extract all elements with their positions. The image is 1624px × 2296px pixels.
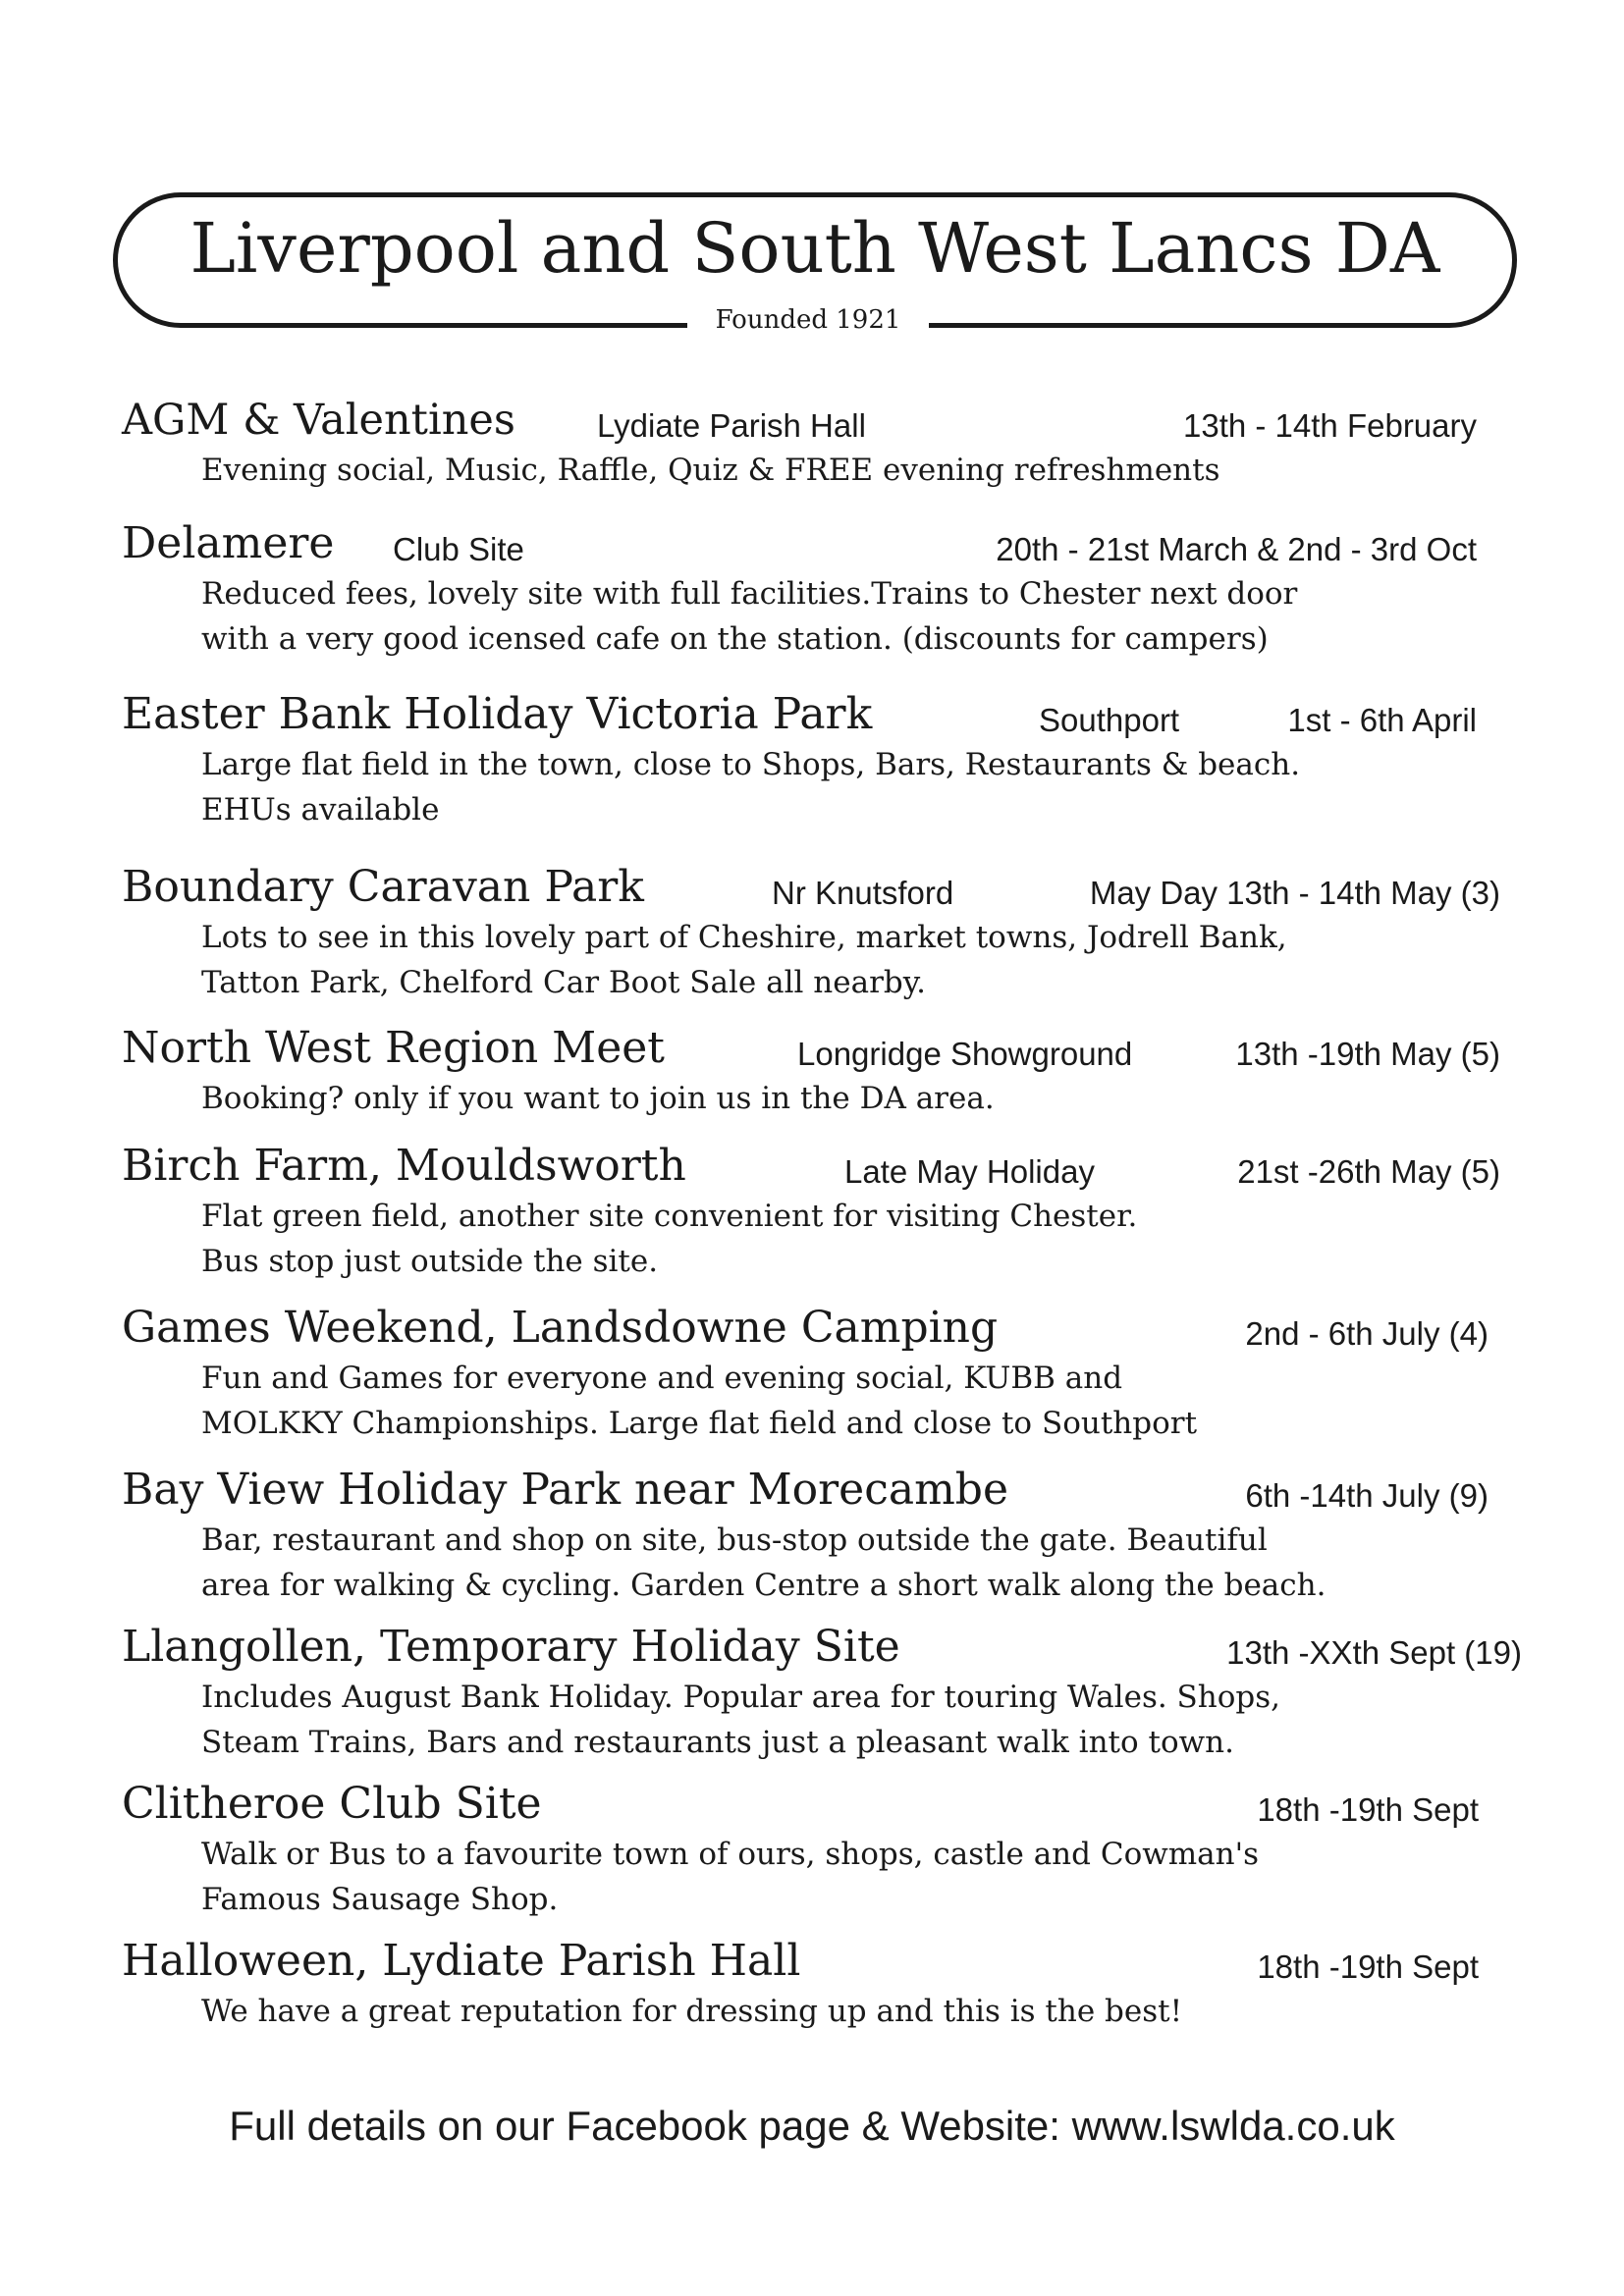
event-title: Llangollen, Temporary Holiday Site — [122, 1622, 900, 1672]
event-title: Boundary Caravan Park — [122, 862, 644, 912]
event-description-line: EHUs available — [201, 792, 440, 828]
event-description-line: Steam Trains, Bars and restaurants just a pleasant walk into town. — [201, 1725, 1234, 1760]
footer-text: Full details on our Facebook page & Website: www.lswlda.co.uk — [229, 2103, 1395, 2149]
event-description-line: Reduced fees, lovely site with full facilities.Trains to Chester next door — [201, 576, 1298, 612]
event-description-line: Bus stop just outside the site. — [201, 1244, 659, 1279]
event-date: 6th -14th July (9) — [1245, 1477, 1489, 1514]
event-description-line: Large flat field in the town, close to Shops, Bars, Restaurants & beach. — [201, 747, 1301, 782]
event-date: 18th -19th Sept — [1257, 1949, 1479, 1985]
event-location: Longridge Showground — [797, 1036, 1133, 1072]
event-date: 18th -19th Sept — [1257, 1791, 1479, 1828]
page-title: Liverpool and South West Lancs DA — [189, 208, 1440, 289]
event-date: 13th -19th May (5) — [1235, 1036, 1500, 1072]
event-description-line: Famous Sausage Shop. — [201, 1882, 559, 1917]
event-title: Games Weekend, Landsdowne Camping — [122, 1303, 999, 1353]
event-description-line: Fun and Games for everyone and evening social, KUBB and — [201, 1361, 1123, 1396]
event-description-line: Lots to see in this lovely part of Cheshire, market towns, Jodrell Bank, — [201, 920, 1287, 955]
event-description-line: Evening social, Music, Raffle, Quiz & FREE evening refreshments — [201, 453, 1220, 488]
event-location: Late May Holiday — [844, 1153, 1095, 1190]
event-description-line: Includes August Bank Holiday. Popular area for touring Wales. Shops, — [201, 1680, 1281, 1715]
event-description — [201, 1832, 1259, 1922]
event-title: Birch Farm, Mouldsworth — [122, 1141, 686, 1191]
event-title: Easter Bank Holiday Victoria Park — [122, 689, 873, 739]
event-location: Nr Knutsford — [772, 875, 954, 911]
event-description-line: area for walking & cycling. Garden Centre a short walk along the beach. — [201, 1568, 1326, 1603]
event-description-line: Walk or Bus to a favourite town of ours, shops, castle and Cowman's — [201, 1837, 1260, 1872]
event-title: Halloween, Lydiate Parish Hall — [122, 1936, 801, 1986]
event-title: Clitheroe Club Site — [122, 1779, 542, 1829]
event-description-line: Flat green field, another site convenient for visiting Chester. — [201, 1199, 1138, 1234]
event-description — [201, 1194, 1137, 1284]
event-description — [201, 742, 1300, 832]
event-location: Lydiate Parish Hall — [597, 407, 866, 444]
event-description — [201, 1076, 995, 1121]
founded-label: Founded 1921 — [687, 298, 929, 344]
event-description-line: MOLKKY Championships. Large flat field and close to Southport — [201, 1406, 1198, 1441]
event-description — [201, 1989, 1182, 2034]
event-date: May Day 13th - 14th May (3) — [1089, 875, 1500, 911]
event-location: Southport — [1039, 702, 1180, 738]
event-description-line: We have a great reputation for dressing up and this is the best! — [201, 1994, 1183, 2029]
event-title: Delamere — [122, 518, 335, 568]
event-description-line: Tatton Park, Chelford Car Boot Sale all nearby. — [201, 965, 927, 1000]
event-description — [201, 1675, 1280, 1765]
event-title: AGM & Valentines — [122, 396, 515, 445]
event-description-line: Booking? only if you want to join us in the DA area. — [201, 1081, 995, 1116]
event-date: 1st - 6th April — [1287, 702, 1477, 738]
event-description — [201, 1518, 1326, 1608]
event-date: 21st -26th May (5) — [1237, 1153, 1500, 1190]
event-description-line: with a very good icensed cafe on the station. (discounts for campers) — [201, 621, 1269, 657]
event-description — [201, 1356, 1197, 1446]
event-description — [201, 915, 1287, 1005]
event-location: Club Site — [393, 531, 524, 567]
event-title: Bay View Holiday Park near Morecambe — [122, 1465, 1009, 1515]
event-title: North West Region Meet — [122, 1023, 665, 1073]
event-description — [201, 448, 1220, 493]
event-date: 13th -XXth Sept (19) — [1226, 1634, 1522, 1671]
event-date: 13th - 14th February — [1183, 407, 1477, 444]
event-description-line: Bar, restaurant and shop on site, bus-stop outside the gate. Beautiful — [201, 1522, 1268, 1558]
event-description — [201, 571, 1297, 662]
event-date: 20th - 21st March & 2nd - 3rd Oct — [996, 531, 1477, 567]
event-date: 2nd - 6th July (4) — [1245, 1315, 1489, 1352]
